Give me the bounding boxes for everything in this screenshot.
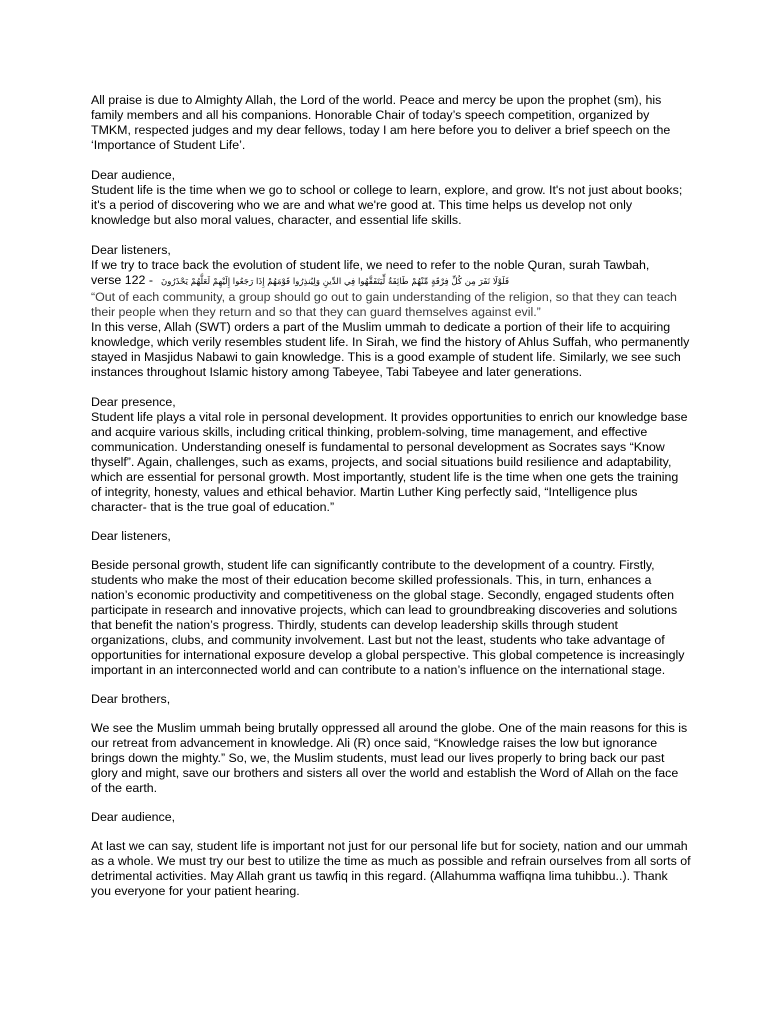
salutation-dear-listeners-2: Dear listeners, bbox=[91, 529, 171, 543]
history-paragraph: In this verse, Allah (SWT) orders a part of the Muslim ummah to dedicate a portion of their life to acquiring knowledge, which verily resembles student life. In Sirah, we find the history of Ahlus Suffah, who permanently stayed in Masjidus Nabawi to gain knowledge. This is a good example of student life. Similarly, we see such instances throughout Islamic history among Tabeyee, Tabi Tabeyee and later generations. bbox=[91, 320, 690, 379]
salutation-dear-brothers: Dear brothers, bbox=[91, 692, 171, 706]
salutation-dear-presence: Dear presence, bbox=[91, 395, 176, 409]
conclusion-paragraph: At last we can say, student life is important not just for our personal life but for society, nation and our ummah as a whole. We must try our best to utilize the time as much as possible and refrain ourselves from all sorts of detrimental activities. May Allah grant us tawfiq in this regard. (Allahumma waffiqna lima tuhibbu..). Thank you everyone for your patient hearing. bbox=[91, 839, 691, 898]
verse-line bbox=[91, 273, 691, 290]
verse-translation: “Out of each community, a group should go out to gain understanding of the religion, so that they can teach their people when they return and so that they can guard themselves against evil.” bbox=[91, 290, 677, 319]
student-life-definition-paragraph: Student life is the time when we go to school or college to learn, explore, and grow. It's not just about books; it's a period of discovering who we are and what we're good at. This time helps us develop not only knowledge but also moral values, character, and essential life skills. bbox=[91, 183, 683, 227]
arabic-verse: فَلَوْلَا نَفَرَ مِن كُلِّ فِرْقَةٍ مِّنْهُمْ طَائِفَةٌ لِّيَتَفَقَّهُوا فِي الدِّينِ وَلِيُنذِرُوا قَوْمَهُمْ إِذَا رَجَعُوا إِلَيْهِمْ لَعَلَّهُمْ يَحْذَرُونَ bbox=[160, 277, 510, 287]
personal-development-paragraph: Student life plays a vital role in personal development. It provides opportunities to enrich our knowledge base and acquire various skills, including critical thinking, problem-solving, time management, and effective communication. Understanding oneself is fundamental to personal development as Socrates says “Know thyself”. Again, challenges, such as exams, projects, and social situations build resilience and adaptability, which are essential for personal growth. Most importantly, student life is the time when one gets the training of integrity, honesty, values and ethical behavior. Martin Luther King perfectly said, “Intelligence plus character- that is the true goal of education.” bbox=[91, 410, 688, 514]
national-development-paragraph: Beside personal growth, student life can significantly contribute to the development of a country. Firstly, students who make the most of their education become skilled professionals. This, in turn, enhances a nation’s economic productivity and competitiveness on the global stage. Secondly, engaged students often participate in research and innovative projects, which can lead to groundbreaking discoveries and solutions that benefit the nation’s progress. Thirdly, students can develop leadership skills through student organizations, clubs, and community involvement. Last but not the least, students who take advantage of opportunities for international exposure develop a global perspective. This global competence is increasingly important in an interconnected world and can contribute to a nation’s influence on the international stage. bbox=[91, 558, 685, 677]
salutation-dear-listeners-1: Dear listeners, bbox=[91, 243, 171, 257]
intro-paragraph: All praise is due to Almighty Allah, the Lord of the world. Peace and mercy be upon the prophet (sm), his family members and all his companions. Honorable Chair of today’s speech competition, organized by TMKM, respected judges and my dear fellows, today I am here before you to deliver a brief speech on the ‘Importance of Student Life’. bbox=[91, 93, 671, 152]
speech-text bbox=[91, 93, 691, 899]
muslim-ummah-paragraph: We see the Muslim ummah being brutally oppressed all around the globe. One of the main reasons for this is our retreat from advancement in knowledge. Ali (R) once said, “Knowledge raises the low but ignorance brings down the mighty.” So, we, the Muslim students, must lead our lives properly to bring back our past glory and might, save our brothers and sisters all over the world and establish the Word of Allah on the face of the earth. bbox=[91, 721, 688, 795]
quran-reference-intro: If we try to trace back the evolution of student life, we need to refer to the noble Quran, surah Tawbah, bbox=[91, 258, 650, 272]
salutation-dear-audience-1: Dear audience, bbox=[91, 168, 176, 182]
salutation-dear-audience-2: Dear audience, bbox=[91, 810, 176, 824]
verse-reference: verse 122 - bbox=[91, 273, 153, 287]
